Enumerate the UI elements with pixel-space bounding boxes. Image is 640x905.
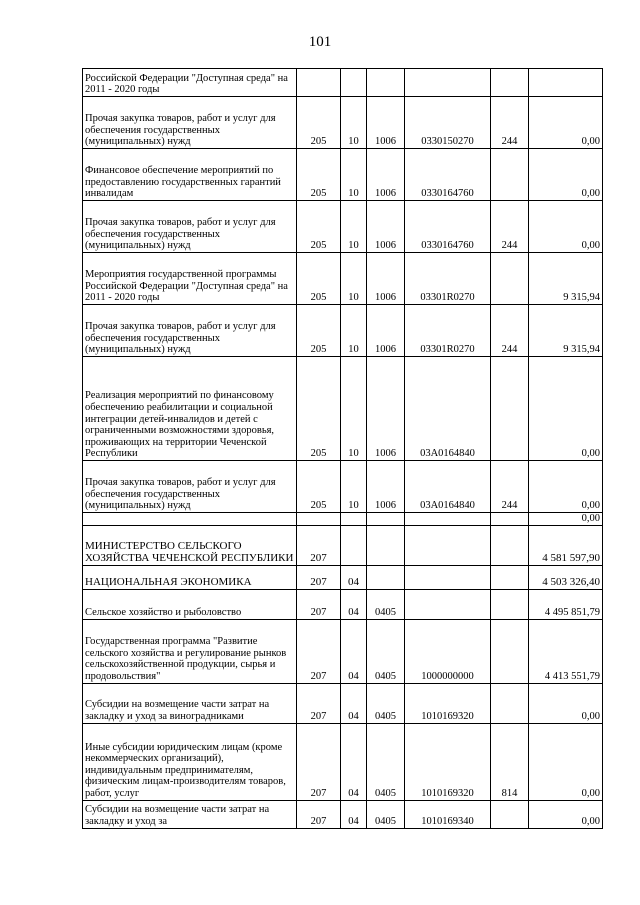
- expense-type-cell: [491, 149, 529, 201]
- grbs-code-cell: 205: [297, 305, 341, 357]
- section-code-cell: 10: [341, 149, 367, 201]
- target-article-cell: 0330164760: [405, 149, 491, 201]
- target-article-cell: [405, 589, 491, 619]
- grbs-code-cell: 207: [297, 619, 341, 683]
- row-name-cell: НАЦИОНАЛЬНАЯ ЭКОНОМИКА: [83, 565, 297, 589]
- table-row: [83, 357, 603, 461]
- expense-type-cell: [491, 683, 529, 723]
- target-article-cell: 03A0164840: [405, 357, 491, 461]
- target-article-cell: 1010169340: [405, 800, 491, 828]
- section-code-cell: 04: [341, 619, 367, 683]
- subsection-code-cell: [367, 565, 405, 589]
- subsection-code-cell: 0405: [367, 723, 405, 800]
- subsection-code-cell: 1006: [367, 305, 405, 357]
- target-article-cell: [405, 69, 491, 97]
- row-name-cell: Государственная программа "Развитие сельского хозяйства и регулирование рынков сельскохозяйственной продукции, сырья и продовольствия": [83, 619, 297, 683]
- expense-type-cell: [491, 525, 529, 565]
- table-row: [83, 97, 603, 149]
- target-article-cell: 03301R0270: [405, 305, 491, 357]
- row-name-cell: Российской Федерации "Доступная среда" на 2011 - 2020 годы: [83, 69, 297, 97]
- grbs-code-cell: 205: [297, 97, 341, 149]
- table-row: [83, 69, 603, 97]
- table-row: [83, 461, 603, 513]
- expense-type-cell: [491, 589, 529, 619]
- row-name-cell: [83, 513, 297, 526]
- amount-cell: 0,00: [529, 683, 603, 723]
- row-name-cell: Прочая закупка товаров, работ и услуг для обеспечения государственных (муниципальных) нужд: [83, 97, 297, 149]
- expense-type-cell: 244: [491, 97, 529, 149]
- section-code-cell: 10: [341, 461, 367, 513]
- budget-table: [82, 68, 603, 829]
- row-name-cell: Прочая закупка товаров, работ и услуг для обеспечения государственных (муниципальных) нужд: [83, 201, 297, 253]
- row-name-cell: Иные субсидии юридическим лицам (кроме некоммерческих организаций), индивидуальным предпринимателям, физическим лицам-производителям товаров, работ, услуг: [83, 723, 297, 800]
- row-name-cell: Финансовое обеспечение мероприятий по предоставлению государственных гарантий инвалидам: [83, 149, 297, 201]
- section-code-cell: 10: [341, 97, 367, 149]
- target-article-cell: 0330150270: [405, 97, 491, 149]
- table-row: [83, 800, 603, 828]
- table-row: [83, 201, 603, 253]
- expense-type-cell: [491, 513, 529, 526]
- subsection-code-cell: 1006: [367, 201, 405, 253]
- subsection-code-cell: 1006: [367, 149, 405, 201]
- section-code-cell: 04: [341, 800, 367, 828]
- grbs-code-cell: 207: [297, 800, 341, 828]
- section-code-cell: 10: [341, 305, 367, 357]
- expense-type-cell: [491, 69, 529, 97]
- amount-cell: 0,00: [529, 357, 603, 461]
- section-code-cell: [341, 525, 367, 565]
- amount-cell: 0,00: [529, 513, 603, 526]
- expense-type-cell: [491, 565, 529, 589]
- target-article-cell: 1010169320: [405, 723, 491, 800]
- subsection-code-cell: 0405: [367, 800, 405, 828]
- subsection-code-cell: 0405: [367, 619, 405, 683]
- amount-cell: 4 581 597,90: [529, 525, 603, 565]
- grbs-code-cell: [297, 513, 341, 526]
- target-article-cell: 03A0164840: [405, 461, 491, 513]
- table-row: [83, 525, 603, 565]
- table-row: [83, 589, 603, 619]
- amount-cell: 0,00: [529, 149, 603, 201]
- expense-type-cell: 244: [491, 461, 529, 513]
- subsection-code-cell: 1006: [367, 253, 405, 305]
- row-name-cell: МИНИСТЕРСТВО СЕЛЬСКОГО ХОЗЯЙСТВА ЧЕЧЕНСКОЙ РЕСПУБЛИКИ: [83, 525, 297, 565]
- subsection-code-cell: 0405: [367, 589, 405, 619]
- expense-type-cell: 244: [491, 305, 529, 357]
- target-article-cell: 1010169320: [405, 683, 491, 723]
- amount-cell: 0,00: [529, 201, 603, 253]
- grbs-code-cell: 207: [297, 683, 341, 723]
- amount-cell: 0,00: [529, 800, 603, 828]
- expense-type-cell: 814: [491, 723, 529, 800]
- subsection-code-cell: 1006: [367, 461, 405, 513]
- subsection-code-cell: 0405: [367, 683, 405, 723]
- amount-cell: 0,00: [529, 461, 603, 513]
- grbs-code-cell: [297, 69, 341, 97]
- subsection-code-cell: 1006: [367, 357, 405, 461]
- section-code-cell: 04: [341, 723, 367, 800]
- target-article-cell: 1000000000: [405, 619, 491, 683]
- grbs-code-cell: 205: [297, 253, 341, 305]
- row-name-cell: Реализация мероприятий по финансовому обеспечению реабилитации и социальной интеграции детей-инвалидов и детей с ограниченными возможностями здоровья, проживающих на территории Чеченской Республики: [83, 357, 297, 461]
- amount-cell: 4 503 326,40: [529, 565, 603, 589]
- section-code-cell: 04: [341, 565, 367, 589]
- grbs-code-cell: 205: [297, 201, 341, 253]
- amount-cell: 0,00: [529, 97, 603, 149]
- page-number: 101: [308, 34, 332, 50]
- section-code-cell: [341, 69, 367, 97]
- target-article-cell: 0330164760: [405, 201, 491, 253]
- section-code-cell: [341, 513, 367, 526]
- target-article-cell: [405, 565, 491, 589]
- expense-type-cell: 244: [491, 201, 529, 253]
- table-row: [83, 723, 603, 800]
- grbs-code-cell: 205: [297, 461, 341, 513]
- table-row: [83, 683, 603, 723]
- target-article-cell: [405, 525, 491, 565]
- row-name-cell: Субсидии на возмещение части затрат на закладку и уход за виноградниками: [83, 683, 297, 723]
- grbs-code-cell: 207: [297, 525, 341, 565]
- section-code-cell: 10: [341, 253, 367, 305]
- row-name-cell: Сельское хозяйство и рыболовство: [83, 589, 297, 619]
- amount-cell: 4 495 851,79: [529, 589, 603, 619]
- section-code-cell: 10: [341, 201, 367, 253]
- target-article-cell: [405, 513, 491, 526]
- subsection-code-cell: [367, 513, 405, 526]
- amount-cell: 9 315,94: [529, 253, 603, 305]
- amount-cell: [529, 69, 603, 97]
- table-row: [83, 565, 603, 589]
- grbs-code-cell: 207: [297, 589, 341, 619]
- target-article-cell: 03301R0270: [405, 253, 491, 305]
- table-row: [83, 149, 603, 201]
- grbs-code-cell: 207: [297, 723, 341, 800]
- grbs-code-cell: 207: [297, 565, 341, 589]
- row-name-cell: Прочая закупка товаров, работ и услуг для обеспечения государственных (муниципальных) нужд: [83, 461, 297, 513]
- section-code-cell: 04: [341, 683, 367, 723]
- amount-cell: 9 315,94: [529, 305, 603, 357]
- table-row: [83, 253, 603, 305]
- table-row: [83, 305, 603, 357]
- row-name-cell: Мероприятия государственной программы Российской Федерации "Доступная среда" на 2011 - 2020 годы: [83, 253, 297, 305]
- row-name-cell: Прочая закупка товаров, работ и услуг для обеспечения государственных (муниципальных) нужд: [83, 305, 297, 357]
- grbs-code-cell: 205: [297, 357, 341, 461]
- section-code-cell: 10: [341, 357, 367, 461]
- expense-type-cell: [491, 253, 529, 305]
- subsection-code-cell: [367, 525, 405, 565]
- row-name-cell: Субсидии на возмещение части затрат на закладку и уход за: [83, 800, 297, 828]
- expense-type-cell: [491, 357, 529, 461]
- amount-cell: 4 413 551,79: [529, 619, 603, 683]
- grbs-code-cell: 205: [297, 149, 341, 201]
- expense-type-cell: [491, 619, 529, 683]
- table-row: [83, 619, 603, 683]
- section-code-cell: 04: [341, 589, 367, 619]
- subsection-code-cell: [367, 69, 405, 97]
- subsection-code-cell: 1006: [367, 97, 405, 149]
- table-row: [83, 513, 603, 526]
- amount-cell: 0,00: [529, 723, 603, 800]
- expense-type-cell: [491, 800, 529, 828]
